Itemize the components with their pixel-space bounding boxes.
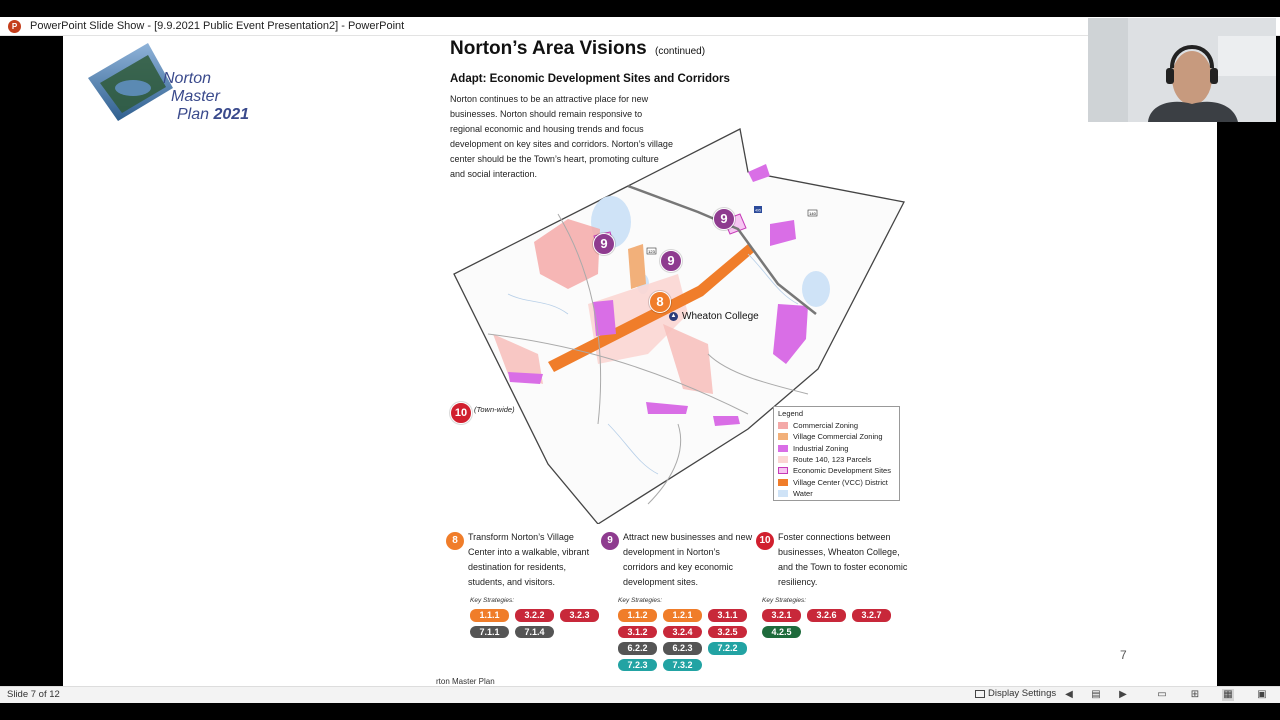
legend-label: Route 140, 123 Parcels <box>793 455 872 465</box>
slide-title <box>450 38 705 60</box>
legend-swatch <box>778 490 788 497</box>
legend-label: Water <box>793 488 813 498</box>
route-shield-123 <box>647 248 656 254</box>
slide-title-text: Norton’s Area Visions <box>450 38 647 59</box>
strategy-chip-group <box>470 609 610 638</box>
legend-label: Village Commercial Zoning <box>793 432 883 442</box>
goal-10 <box>756 530 911 590</box>
goal-9 <box>601 530 756 590</box>
legend-item <box>778 476 895 487</box>
goal-number-badge: 10 <box>756 532 774 550</box>
legend-swatch <box>778 433 788 440</box>
next-slide-icon[interactable]: ▶ <box>1119 689 1127 700</box>
goal-description: Foster connections between businesses, Wheaton College, and the Town to foster economic resiliency. <box>778 532 908 587</box>
logo-line-2: Master <box>171 88 220 105</box>
interstate-label-495: 495 <box>755 208 761 213</box>
industrial-zone <box>508 372 543 384</box>
wheaton-college-text: Wheaton College <box>682 311 759 322</box>
intro-paragraph: Norton continues to be an attractive place for new businesses. Norton should remain responsive to regional economic and housing trends and focus development on key sites and corridors. Norton’s village center should be the Town’s heart, promoting culture and social interaction. <box>450 94 673 179</box>
logo-year: 2021 <box>213 106 250 123</box>
strategy-chip: 3.2.4 <box>663 626 702 639</box>
legend-label: Village Center (VCC) District <box>793 477 888 487</box>
slide-subtitle: Adapt: Economic Development Sites and Corridors <box>450 73 730 85</box>
strategy-chip: 3.2.1 <box>762 609 801 622</box>
slide-sorter-icon[interactable]: ⊞ <box>1190 689 1200 700</box>
legend-item <box>778 454 895 465</box>
strategy-chip: 1.1.1 <box>470 609 509 622</box>
legend-swatch <box>778 456 788 463</box>
strategy-chip: 6.2.2 <box>618 642 657 655</box>
legend-label: Industrial Zoning <box>793 443 849 453</box>
route-label-140: 140 <box>809 211 816 216</box>
strategy-chip-group <box>618 609 758 671</box>
key-strategies-label: Key Strategies: <box>470 597 515 604</box>
goal-description: Transform Norton’s Village Center into a walkable, vibrant destination for residents, students, and visitors. <box>468 532 590 587</box>
legend-swatch <box>778 445 788 452</box>
previous-slide-icon[interactable]: ◀ <box>1065 689 1073 700</box>
logo-line-1: Norton <box>163 70 212 87</box>
legend-item <box>778 488 895 499</box>
route-label-123: 123 <box>648 249 655 254</box>
map-marker-9: 9 <box>660 250 682 272</box>
goal-number-badge: 9 <box>601 532 619 550</box>
water-body <box>802 271 830 307</box>
map-marker-10: 10 <box>450 402 472 424</box>
strategy-chip: 7.3.2 <box>663 659 702 672</box>
strategy-chip: 1.1.2 <box>618 609 657 622</box>
route-shield-140 <box>808 210 817 216</box>
slide-title-suffix: (continued) <box>655 46 706 57</box>
goal-8 <box>446 530 601 590</box>
village-commercial-zone <box>628 244 646 289</box>
page-number: 7 <box>1120 648 1127 662</box>
presenter-video <box>1088 18 1276 122</box>
powerpoint-icon: P <box>8 20 21 33</box>
legend-item <box>778 420 895 431</box>
slide-footer: rton Master Plan <box>436 677 495 686</box>
strategy-chip: 7.1.1 <box>470 626 509 639</box>
legend-swatch <box>778 479 788 486</box>
slide-menu-icon[interactable]: ▤ <box>1091 689 1101 700</box>
graduation-cap-icon: ▲ <box>670 313 677 319</box>
monitor-icon <box>975 690 985 698</box>
strategy-chip: 3.1.2 <box>618 626 657 639</box>
interstate-shield-495 <box>754 206 762 213</box>
strategy-chip: 3.2.7 <box>852 609 891 622</box>
window-title: PowerPoint Slide Show - [9.9.2021 Public Event Presentation2] - PowerPoint <box>30 20 405 32</box>
legend-title: Legend <box>778 409 804 418</box>
goal-description: Attract new businesses and new development in Norton’s corridors and key economic development sites. <box>623 532 753 587</box>
industrial-zone <box>593 300 616 336</box>
strategy-chip: 1.2.1 <box>663 609 702 622</box>
legend-swatch <box>778 422 788 429</box>
map-marker-9: 9 <box>593 233 615 255</box>
wheaton-college-label <box>669 311 759 322</box>
slide-counter: Slide 7 of 12 <box>7 689 60 700</box>
slide-canvas[interactable] <box>63 36 1217 686</box>
legend-label: Economic Development Sites <box>793 466 891 476</box>
strategy-chip: 3.2.5 <box>708 626 747 639</box>
map-marker-9: 9 <box>713 208 735 230</box>
webcam-video-feed <box>1088 18 1276 122</box>
townwide-note: (Town-wide) <box>474 405 515 414</box>
legend-item <box>778 443 895 454</box>
strategy-chip: 3.2.6 <box>807 609 846 622</box>
strategy-chip: 7.2.3 <box>618 659 657 672</box>
strategy-chip: 7.1.4 <box>515 626 554 639</box>
goal-number-badge: 8 <box>446 532 464 550</box>
strategy-chip: 3.1.1 <box>708 609 747 622</box>
legend-swatch <box>778 467 788 474</box>
status-bar <box>0 686 1280 703</box>
normal-view-icon[interactable]: ▭ <box>1157 689 1167 700</box>
strategy-chip: 3.2.2 <box>515 609 554 622</box>
logo-line-3a: Plan <box>177 106 214 123</box>
strategy-chip: 4.2.5 <box>762 626 801 639</box>
legend-item <box>778 465 895 476</box>
legend-item <box>778 431 895 442</box>
map-legend <box>773 406 900 501</box>
key-strategies-label: Key Strategies: <box>618 597 663 604</box>
slide-show-icon[interactable]: ▣ <box>1257 689 1267 700</box>
strategy-chip: 3.2.3 <box>560 609 599 622</box>
strategy-chip: 6.2.3 <box>663 642 702 655</box>
reading-view-icon[interactable]: ▦ <box>1223 689 1233 700</box>
strategy-chip: 7.2.2 <box>708 642 747 655</box>
legend-items <box>778 420 895 499</box>
strategy-chip-group <box>762 609 902 638</box>
key-strategies-label: Key Strategies: <box>762 597 807 604</box>
logo-wordmark <box>163 70 249 124</box>
legend-label: Commercial Zoning <box>793 421 859 431</box>
display-settings-button[interactable] <box>975 688 1056 699</box>
display-settings-label: Display Settings <box>988 688 1057 699</box>
map-marker-8: 8 <box>649 291 671 313</box>
